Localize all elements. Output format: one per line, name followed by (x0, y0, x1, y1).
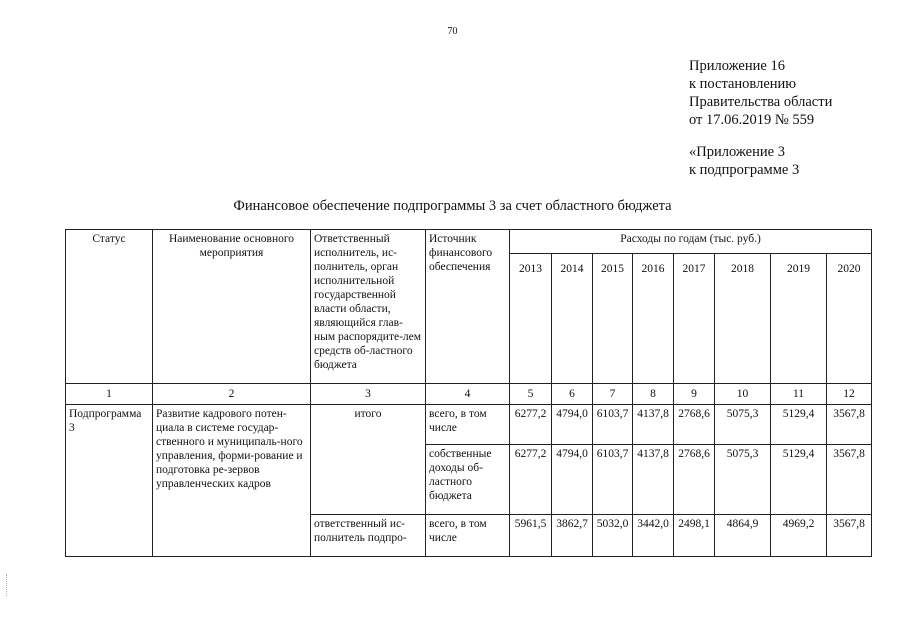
header-year: 2015 (593, 254, 633, 384)
value-cell: 6277,2 (510, 445, 552, 515)
column-index: 9 (674, 384, 715, 405)
header-year: 2016 (633, 254, 674, 384)
value-cell: 5129,4 (771, 405, 827, 445)
value-cell: 4794,0 (552, 405, 593, 445)
column-index: 10 (715, 384, 771, 405)
value-cell: 2498,1 (674, 515, 715, 557)
header-executor: Ответственный исполнитель, ис-полнитель, орган исполнительной государственной власти области, являющийся глав-ным распорядите-лем средств об-ластного бюджета (311, 230, 426, 384)
value-cell: 2768,6 (674, 405, 715, 445)
value-cell: 3862,7 (552, 515, 593, 557)
value-cell: 3442,0 (633, 515, 674, 557)
column-index: 11 (771, 384, 827, 405)
appendix-header (689, 57, 832, 129)
value-cell: 5961,5 (510, 515, 552, 557)
table-row (66, 405, 872, 445)
value-cell: 4137,8 (633, 405, 674, 445)
value-cell: 5075,3 (715, 445, 771, 515)
value-cell: 6103,7 (593, 445, 633, 515)
value-cell: 6103,7 (593, 405, 633, 445)
value-cell: 4969,2 (771, 515, 827, 557)
header-activity-name: Наименование основного мероприятия (153, 230, 311, 384)
column-index: 4 (426, 384, 510, 405)
subappendix-line: «Приложение 3 (689, 144, 785, 160)
header-year: 2017 (674, 254, 715, 384)
document-title: Финансовое обеспечение подпрограммы 3 за счет областного бюджета (233, 198, 672, 214)
column-index: 12 (827, 384, 872, 405)
financing-table (65, 229, 872, 557)
row-funding-source: всего, в том числе (426, 405, 510, 445)
row-funding-source: всего, в том числе (426, 515, 510, 557)
column-index: 2 (153, 384, 311, 405)
page-number: 70 (447, 26, 458, 37)
appendix-line: от 17.06.2019 № 559 (689, 112, 815, 128)
value-cell: 4864,9 (715, 515, 771, 557)
row-activity-name: Развитие кадрового потен-циала в системе государ-ственного и муниципаль-ного управления, форми-рование и подготовка ре-зервов управленческих кадров (153, 405, 311, 557)
value-cell: 6277,2 (510, 405, 552, 445)
scan-margin-mark (6, 574, 8, 596)
value-cell: 4137,8 (633, 445, 674, 515)
row-funding-source: собственные доходы об-ластного бюджета (426, 445, 510, 515)
header-year: 2013 (510, 254, 552, 384)
value-cell: 3567,8 (827, 445, 872, 515)
appendix-line: Приложение 16 (689, 58, 785, 74)
row-status: Подпрограмма 3 (66, 405, 153, 557)
value-cell: 5032,0 (593, 515, 633, 557)
header-status: Статус (66, 230, 153, 384)
row-executor: итого (311, 405, 426, 515)
row-executor: ответственный ис-полнитель подпро- (311, 515, 426, 557)
subappendix-line: к подпрограмме 3 (689, 162, 800, 178)
column-index: 8 (633, 384, 674, 405)
header-expenses-by-year: Расходы по годам (тыс. руб.) (510, 230, 872, 254)
header-year: 2020 (827, 254, 872, 384)
header-year: 2014 (552, 254, 593, 384)
appendix-line: к постановлению (689, 76, 797, 92)
value-cell: 3567,8 (827, 515, 872, 557)
header-year: 2018 (715, 254, 771, 384)
column-index: 6 (552, 384, 593, 405)
header-funding-source: Источник финансового обеспечения (426, 230, 510, 384)
value-cell: 5075,3 (715, 405, 771, 445)
column-index: 1 (66, 384, 153, 405)
appendix-line: Правительства области (689, 94, 833, 110)
column-index: 3 (311, 384, 426, 405)
value-cell: 5129,4 (771, 445, 827, 515)
value-cell: 4794,0 (552, 445, 593, 515)
column-index: 7 (593, 384, 633, 405)
value-cell: 2768,6 (674, 445, 715, 515)
header-year: 2019 (771, 254, 827, 384)
column-index: 5 (510, 384, 552, 405)
subappendix-header (689, 143, 799, 179)
value-cell: 3567,8 (827, 405, 872, 445)
